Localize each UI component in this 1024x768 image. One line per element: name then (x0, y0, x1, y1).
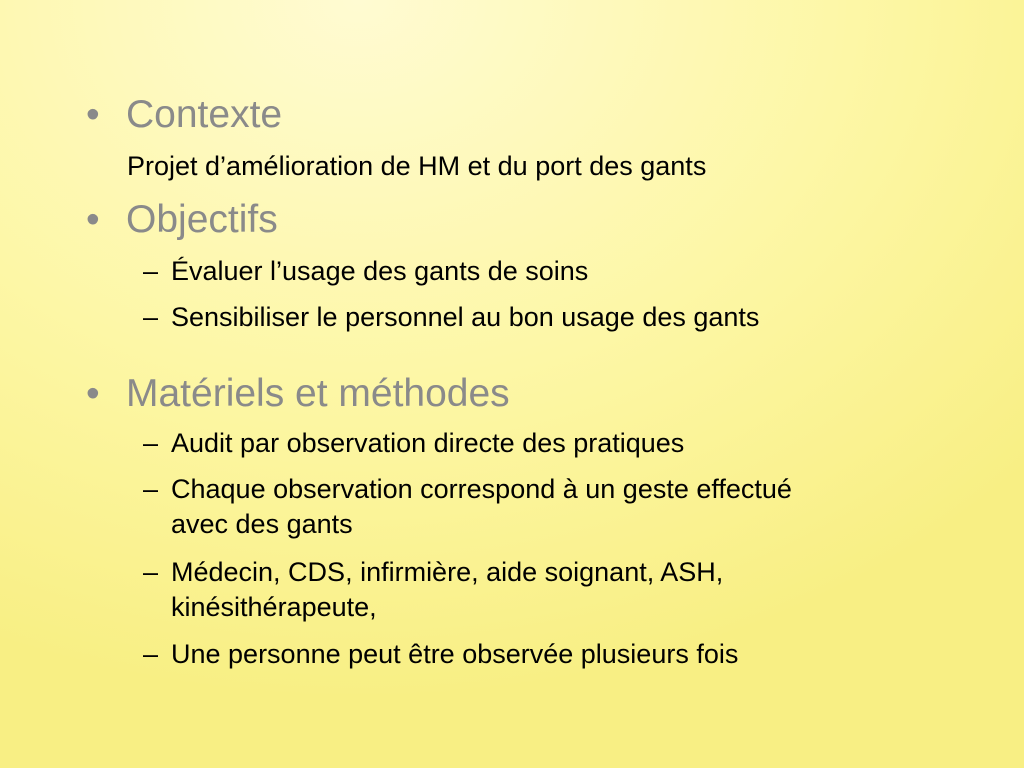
method-text: Une personne peut être observée plusieurs fois (171, 639, 739, 669)
heading-label: Contexte (126, 93, 283, 136)
dash-icon: – (143, 557, 159, 587)
heading-label: Objectifs (126, 198, 278, 241)
dash-icon: – (143, 302, 159, 332)
dash-icon: – (143, 428, 159, 458)
dash-icon: – (143, 256, 159, 286)
bullet-icon: • (86, 372, 100, 415)
method-text: Audit par observation directe des pratiques (171, 428, 685, 458)
objective-item (143, 254, 963, 289)
method-item (143, 637, 963, 672)
bullet-icon: • (86, 93, 100, 136)
objective-text: Évaluer l’usage des gants de soins (171, 256, 589, 286)
context-text: Projet d’amélioration de HM et du port des gants (127, 151, 707, 181)
method-text: Chaque observation correspond à un geste effectué avec des gants (171, 474, 792, 539)
dash-icon: – (143, 639, 159, 669)
method-item (143, 426, 963, 461)
method-item (143, 472, 843, 542)
heading-label: Matériels et méthodes (126, 372, 510, 415)
method-text: Médecin, CDS, infirmière, aide soignant, ASH, kinésithérapeute, (171, 557, 724, 622)
objective-text: Sensibiliser le personnel au bon usage des gants (171, 302, 760, 332)
method-item (143, 555, 888, 625)
bullet-icon: • (86, 198, 100, 241)
heading-contexte (86, 93, 282, 137)
heading-materiels-methodes (86, 372, 510, 416)
heading-objectifs (86, 198, 278, 242)
dash-icon: – (143, 474, 159, 504)
objective-item (143, 300, 963, 335)
